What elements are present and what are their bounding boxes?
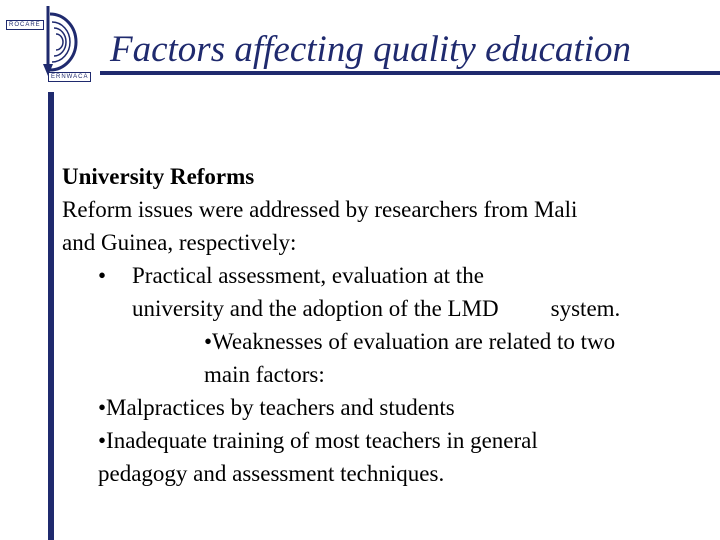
sub-bullet-line-2: main factors: [204,362,325,387]
logo [6,6,92,84]
left-accent-bar [48,92,54,540]
title-underline [100,71,720,75]
slide-title: Factors affecting quality education [110,29,631,70]
sub-bullet-line-1: •Weaknesses of evaluation are related to two [204,329,616,354]
list-item-training-line-1: •Inadequate training of most teachers in general [98,428,538,453]
logo-top-text: ROCARE [6,20,44,30]
bullet-item-1-continuation [62,292,720,325]
logo-bottom-text: ERNWACA [48,72,91,82]
intro-text-line-2: and Guinea, respectively: [62,230,297,255]
intro-text-line-1: Reform issues were addressed by researchers from Mali [62,197,578,222]
list-item-training-line-2: pedagogy and assessment techniques. [98,461,445,486]
list-item-malpractices: •Malpractices by teachers and students [98,395,455,420]
bullet-marker: • [98,263,107,288]
section-heading: University Reforms [62,164,255,189]
bullet-item-1-text: Practical assessment, evaluation at the [132,263,484,288]
slide-body [62,160,720,490]
bullet-item-1-text-2a: university and the adoption of the LMD [132,296,499,321]
bullet-item-1 [62,259,720,292]
bullet-item-1-text-2b: system. [550,296,621,321]
